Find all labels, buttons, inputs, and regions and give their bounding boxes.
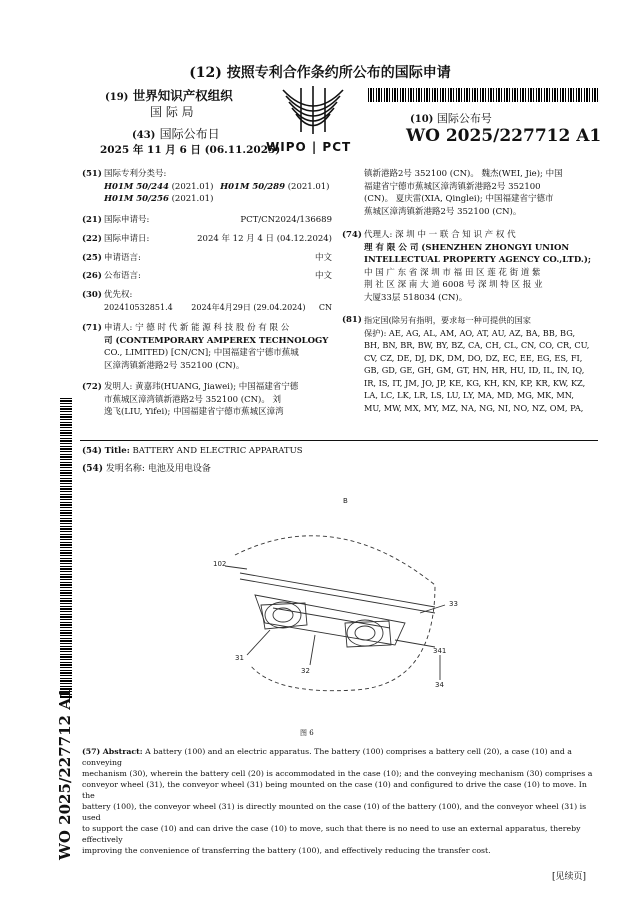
designated-line7: LA, LC, LK, LR, LS, LU, LY, MA, MD, MG, MK, MN, — [364, 390, 575, 400]
abstract-code: (57) — [82, 747, 101, 756]
pubdate-value: 2025 年 11 月 6 日 (06.11.2025) — [100, 144, 281, 156]
inventor-cont-line3: (CN)。 夏庆雷(XIA, Qinglei); 中国福建省宁德市 — [364, 194, 554, 204]
org-code: (19) — [105, 92, 129, 103]
ipc-3: H01M 50/256 — [104, 194, 169, 204]
field-21-code: (21) — [82, 215, 102, 225]
agent-line1: 代理人: 深 圳 中 一 联 合 知 识 产 权 代 — [364, 230, 516, 240]
pubdate-label: 国际公布日 — [159, 127, 220, 141]
figure — [195, 495, 475, 735]
case-edge — [240, 573, 435, 607]
designated-line2: 保护): AE, AG, AL, AM, AO, AT, AU, AZ, BA, BB, BG, — [364, 327, 576, 338]
continued-note: [见续页] — [552, 872, 587, 882]
document-title — [0, 62, 640, 82]
field-81 — [342, 314, 594, 414]
pubno-value: WO 2025/227712 A1 — [406, 126, 602, 146]
field-21 — [82, 214, 332, 227]
field-26 — [82, 270, 332, 283]
abstract-line4: battery (100), the conveyor wheel (31) is directly mounted on the case (10) of the battery (100), and the conveyor wheel (31) is used — [82, 802, 587, 822]
field-30-code: (30) — [82, 290, 102, 300]
field-74 — [342, 229, 594, 304]
title-cn-code: (54) — [82, 464, 104, 474]
abstract-label: Abstract: — [102, 747, 143, 756]
wipo-text: WIPO | PCT — [266, 140, 352, 154]
designated-line1: 指定国(除另有指明，要求每一种可提供的国家 — [364, 315, 531, 325]
abstract-line3: conveyor wheel (31), the conveyor wheel (31) being mounted on the case (10) and configured to drive the case (10) to move. In the — [82, 780, 587, 800]
designated-line8: MU, MW, MX, MY, MZ, NA, NG, NI, NO, NZ, OM, PA, — [364, 402, 584, 413]
field-25-label: 申请语言: — [104, 253, 141, 263]
pubdate-block — [132, 125, 220, 142]
title-cn-value: 电池及用电设备 — [147, 464, 211, 474]
field-21-value: PCT/CN2024/136689 — [240, 215, 332, 225]
title-en-value: BATTERY AND ELECTRIC APPARATUS — [132, 446, 303, 456]
ipc-2: H01M 50/289 — [220, 181, 286, 192]
abstract-line1 — [82, 746, 602, 768]
field-71 — [82, 322, 332, 372]
inventor-continued — [364, 168, 594, 218]
field-30-label: 优先权: — [104, 290, 133, 300]
figure-caption: 图 6 — [300, 729, 314, 737]
title-cn-label: 发明名称: — [105, 464, 145, 474]
title-en-label: Title: — [104, 446, 130, 456]
label-102: 102 — [213, 560, 227, 568]
field-25 — [82, 252, 332, 265]
wheel-left — [265, 602, 301, 628]
label-34: 34 — [435, 681, 444, 689]
org-line2: 国 际 局 — [150, 105, 194, 119]
abstract-line2: mechanism (30), wherein the battery cell (20) is accommodated in the case (10); and the conveying mechanism (30) comprises a — [82, 769, 593, 778]
field-51-line2 — [104, 193, 332, 206]
inventor-line1: 发明人: 黄嘉玮(HUANG, Jiawei); 中国福建省宁德 — [104, 382, 299, 392]
applicant-line3: CO., LIMITED) [CN/CN]; 中国福建省宁德市蕉城 — [104, 348, 299, 358]
field-21-label: 国际申请号: — [104, 215, 150, 225]
pubno-label-block — [410, 110, 492, 126]
title-code: (12) — [189, 65, 222, 81]
field-51-label: 国际专利分类号: — [104, 169, 167, 179]
org-block — [105, 86, 233, 104]
divider — [80, 440, 598, 441]
title-text: 按照专利合作条约所公布的国际申请 — [226, 65, 451, 81]
agent-line6: 大厦33层 518034 (CN)。 — [364, 292, 468, 303]
wipo-logo — [258, 82, 368, 160]
field-30 — [82, 289, 332, 314]
inventor-cont-line2: 福建省宁德市蕉城区漳湾镇新港路2号 352100 — [364, 181, 541, 192]
designated-line4: CV, CZ, DE, DJ, DK, DM, DO, DZ, EC, EE, EG, ES, FI, — [364, 352, 583, 363]
field-74-code: (74) — [342, 230, 362, 240]
inventor-cont-line1: 镇新港路2号 352100 (CN)。 魏杰(WEI, Jie); 中国 — [364, 169, 563, 179]
field-22 — [82, 233, 332, 246]
field-22-label: 国际申请日: — [104, 234, 150, 244]
pubno-code: (10) — [410, 114, 434, 125]
ipc-1: H01M 50/244 — [104, 181, 169, 192]
agent-line3: INTELLECTUAL PROPERTY AGENCY CO.,LTD.); — [364, 255, 592, 265]
field-25-value: 中文 — [314, 253, 332, 263]
side-label: WO 2025/227712 A1 — [56, 687, 74, 860]
label-341: 341 — [433, 647, 447, 655]
field-22-value: 2024 年 12 月 4 日 (04.12.2024) — [197, 234, 332, 244]
pubno-label: 国际公布号 — [436, 112, 492, 125]
field-25-code: (25) — [82, 253, 102, 263]
abstract-line6: improving the convenience of transferring the battery (100), and effectively reducing the transfer cost. — [82, 846, 491, 855]
label-33: 33 — [449, 600, 458, 608]
org-line1: 世界知识产权组织 — [132, 88, 233, 103]
applicant-line4: 区漳湾镇新港路2号 352100 (CN)。 — [104, 360, 245, 371]
inventor-line2: 市蕉城区漳湾镇新港路2号 352100 (CN)。 刘 — [104, 394, 282, 405]
designated-line5: GB, GD, GE, GH, GM, GT, HN, HR, HU, ID, IL, IN, IQ, — [364, 365, 585, 375]
field-22-code: (22) — [82, 234, 102, 244]
designated-line3: BH, BN, BR, BW, BY, BZ, CA, CH, CL, CN, CO, CR, CU, — [364, 340, 590, 350]
pubdate-code: (43) — [132, 130, 156, 141]
ipc-1-ver: (2021.01) — [171, 181, 214, 192]
ipc-3-ver: (2021.01) — [171, 194, 214, 204]
priority-row — [104, 302, 332, 315]
title-en-code: (54) — [82, 446, 102, 456]
applicant-line2: 司 (CONTEMPORARY AMPEREX TECHNOLOGY — [104, 335, 329, 346]
field-51 — [82, 168, 332, 206]
inventor-cont-line4: 蕉城区漳湾镇新港路2号 352100 (CN)。 — [364, 206, 522, 217]
field-72-code: (72) — [82, 382, 102, 392]
title-cn — [82, 463, 211, 476]
side-barcode — [60, 398, 72, 698]
abstract-text1: A battery (100) and an electric apparatus. The battery (100) comprises a battery cell (20), a case (10) and a conveying — [82, 747, 572, 767]
title-en — [82, 445, 303, 458]
field-81-code: (81) — [342, 315, 362, 325]
agent-line5: 荆 社 区 深 南 大 道 6008 号 深 圳 特 区 报 业 — [364, 280, 543, 290]
field-72 — [82, 381, 332, 419]
abstract-line5: to support the case (10) and can drive the case (10) to move, such that there is no need to use an external apparatus, thereby effectively — [82, 824, 581, 844]
applicant-line1: 申请人: 宁 德 时 代 新 能 源 科 技 股 份 有 限 公 — [104, 323, 290, 333]
patent-drawing — [195, 495, 475, 735]
barcode — [368, 88, 600, 102]
agent-line4: 中 国 广 东 省 深 圳 市 福 田 区 莲 花 街 道 紫 — [364, 267, 541, 278]
priority-number: 202410532851.4 — [104, 302, 173, 312]
label-31: 31 — [235, 654, 244, 662]
agent-line2: 理 有 限 公 司 (SHENZHEN ZHONGYI UNION — [364, 242, 570, 253]
view-label: B — [343, 497, 348, 505]
field-26-value: 中文 — [314, 271, 332, 281]
priority-date: 2024年4月29日 (29.04.2024) — [191, 302, 306, 312]
field-26-code: (26) — [82, 271, 102, 281]
field-71-code: (71) — [82, 323, 102, 333]
field-51-line1 — [104, 181, 332, 194]
field-26-label: 公布语言: — [104, 271, 141, 281]
label-32: 32 — [301, 667, 310, 675]
field-51-code: (51) — [82, 169, 102, 179]
designated-line6: IR, IS, IT, JM, JO, JP, KE, KG, KH, KN, KP, KR, KW, KZ, — [364, 377, 586, 388]
priority-country: CN — [318, 302, 332, 312]
abstract — [82, 746, 602, 856]
ipc-2-ver: (2021.01) — [287, 181, 330, 192]
inventor-line3: 逸飞(LIU, Yifei); 中国福建省宁德市蕉城区漳湾 — [104, 407, 284, 417]
